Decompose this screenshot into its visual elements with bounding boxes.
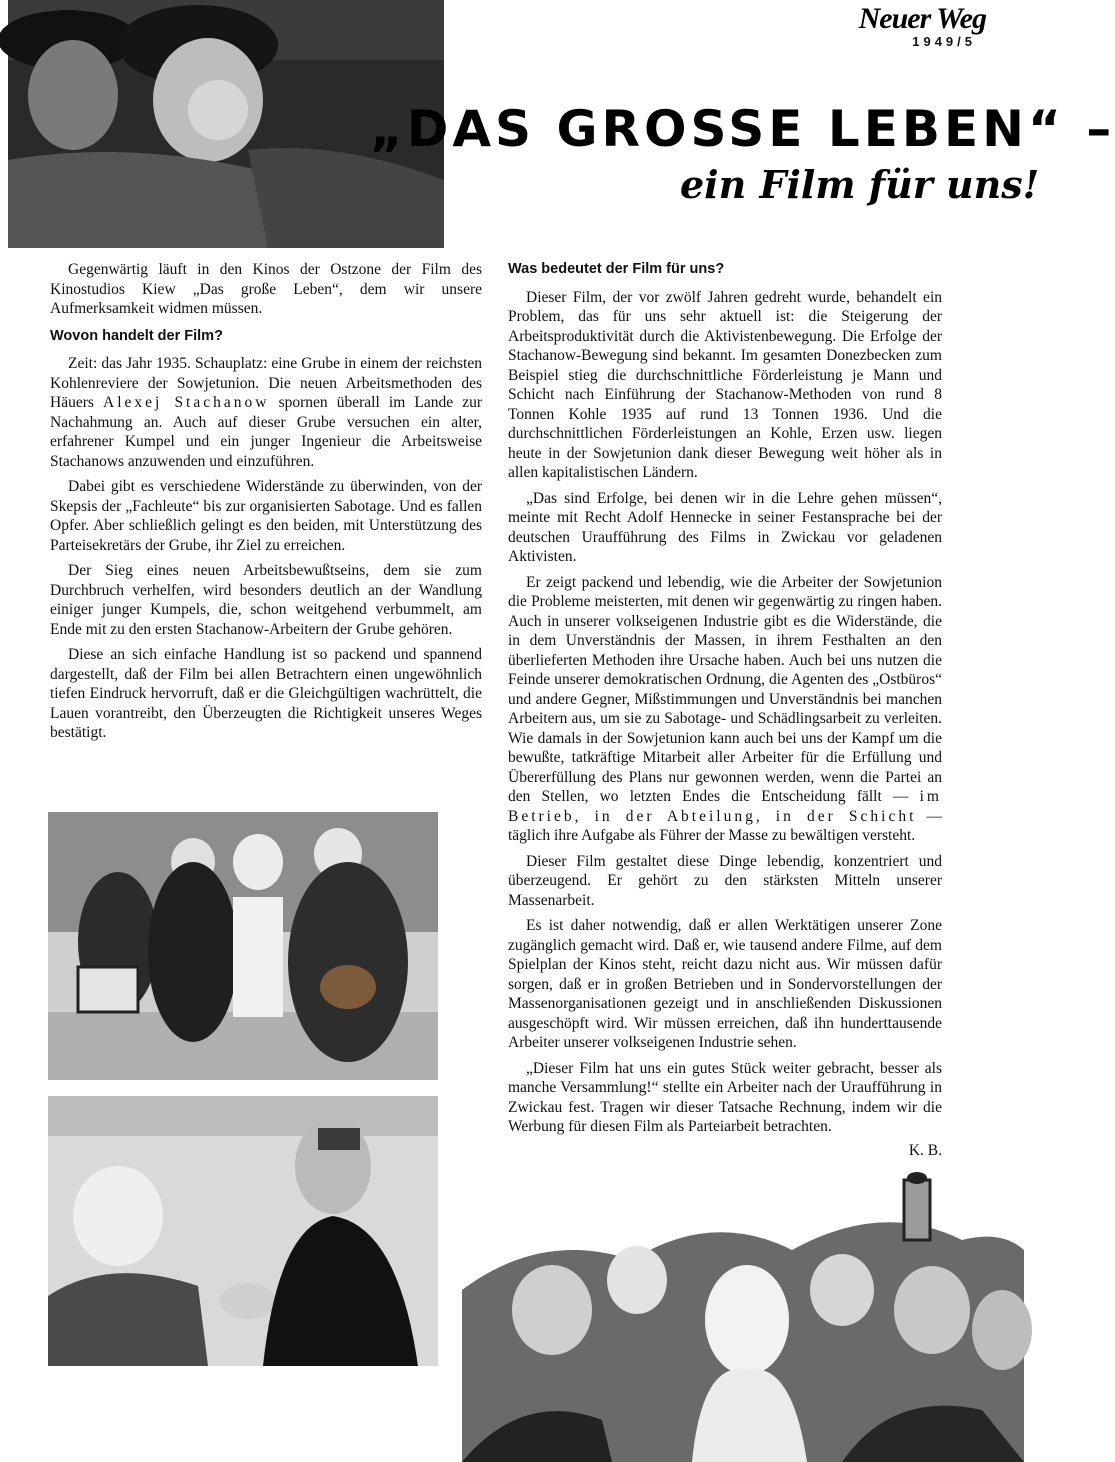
author-signature: K. B. xyxy=(908,1141,942,1159)
intro-paragraph: Gegenwärtig läuft in den Kinos der Ostzone der Film des Kinostudios Kiew „Das große Leben“, dem wir unsere Aufmerksamkeit widmen müssen. xyxy=(50,261,482,317)
paragraph xyxy=(508,573,942,846)
text-run: — täglich ihre Aufgabe als Führer der Masse zu bewältigen versteht. xyxy=(508,807,943,844)
photo-two-men xyxy=(48,1096,438,1366)
paragraph: „Dieser Film hat uns ein gutes Stück weiter gebracht, besser als manche Versammlung!“ stellte ein Arbeiter nach der Uraufführung in Zwickau fest. Tragen wir dieser Tatsache Rechnung, indem wir die Werbung für diesen Film als Parteiarbeit betrachten. xyxy=(508,1059,942,1135)
paragraph: Es ist daher notwendig, daß er allen Werktätigen unserer Zone zugänglich gemacht wird. Daß er, wie tausend andere Filme, auf dem Spielplan der Kinos steht, reicht dazu nicht aus. Wir müssen dafür sorgen, daß er in großen Betrieben und in Sondervorstellungen der Massenorganisationen gezeigt und in anschließenden Diskussionen ausgeschöpft wird. Wir müssen erreichen, daß ihn hunderttausende Arbeiter unserer volkseigenen Industrie sehen. xyxy=(508,917,942,1051)
paragraph: Dieser Film, der vor zwölf Jahren gedreht wurde, behandelt ein Problem, das für uns sehr aktuell ist: die Steigerung der Arbeitsproduktivität durch die Aktivistenbewegung. Die Erfolge der Stachanow-Bewegung sind bekannt. Im gesamten Donezbecken zum Beispiel stieg die durchschnittliche Förderleistung je Mann und Schicht nach Einführung der Stachanow-Methoden von rund 8 Tonnen Kohle 1935 auf rund 13 Tonnen 1936. Und die durchschnittlichen Förderleistungen an Kohle, Erzen usw. liegen heute in der Sowjetunion dank dieser Bewegung weit höher als in allen kapitalistischen Ländern. xyxy=(508,288,942,481)
text-run: spornen überall im Lande zur Nachahmung an. Auch auf dieser Grube versuchen ein alter, erfahrener Kumpel und ein junger Ingenieur die Arbeitsweise Stachanows anzuwenden und einzuführen. xyxy=(50,394,482,470)
paragraph: „Das sind Erfolge, bei denen wir in die Lehre gehen müssen“, meinte mit Recht Adolf Hennecke in seiner Festansprache bei der deutschen Uraufführung des Films in Zwickau vor geladenen Aktivisten. xyxy=(508,489,942,565)
issue-number: 1949/5 xyxy=(912,34,976,49)
paragraph: Dabei gibt es verschiedene Widerstände zu überwinden, von der Skepsis der „Fachleute“ bis zur organisierten Sabotage. Und es fallen Opfer. Aber schließlich gelingt es den beiden, mit Unterstützung des Parteisekretärs der Grube, ihr Ziel zu erreichen. xyxy=(50,478,482,554)
masthead-title: Neuer Weg xyxy=(858,2,986,35)
spaced-phrase: im Betrieb, in der Abteilung, in der Schicht xyxy=(508,788,942,825)
photo-crowd-celebration xyxy=(462,1170,1024,1462)
text-run: Zeit: das Jahr 1935. Schauplatz: eine Grube in einem der reichsten Kohlenreviere der Sowjetunion. Die neuen Arbeitsmethoden des Häuers xyxy=(50,355,482,411)
photo-three-musicians xyxy=(48,812,438,1080)
headline-subtitle: ein Film für uns! xyxy=(680,162,1040,207)
paragraph: Der Sieg eines neuen Arbeitsbewußtseins, dem sie zum Durchbruch verhelfen, wird besonders deutlich an der Wandlung einiger junger Kumpels, die, schon weitgehend verbummelt, am Ende mit zu den ersten Stachanow-Arbeitern der Grube gehören. xyxy=(50,562,482,638)
text-run: Er zeigt packend und lebendig, wie die Arbeiter der Sowjetunion die Probleme meisterten, mit denen wir gegenwärtig zu ringen haben. Auch in unserer volkseigenen Industrie gibt es die Widerstände, die in dem Unverständnis der Massen, in ihrem Festhalten an den überlieferten Methoden ihre Ursache haben. Auch bei uns nutzen die Feinde unserer demokratischen Ordnung, die Agenten des „Ostbüros“ und andere Gegner, Mißstimmungen und Unverständnis bei manchen Arbeitern aus, um sie zu Sabotage- und Schädlingsarbeit zu verleiten. Wie damals in der Sowjetunion kann auch bei uns der Kampf um die bewußte, tatkräftige Mitarbeit aller Arbeiter für die Erfüllung und Übererfüllung des Plans nur gewonnen werden, wenn die Partei an den Stellen, wo letzten Endes die Entscheidung fällt — xyxy=(508,573,942,805)
spaced-name: Alexej Stachanow xyxy=(103,394,270,411)
headline-title: „DAS GROSSE LEBEN“ – xyxy=(370,100,1115,158)
paragraph xyxy=(50,354,482,471)
left-column xyxy=(50,260,482,749)
section-heading-plot: Wovon handelt der Film? xyxy=(50,327,223,344)
right-column xyxy=(508,260,942,1160)
paragraph: Diese an sich einfache Handlung ist so packend und spannend dargestellt, daß der Film bei allen Betrachtern einen ungewöhnlich tiefen Eindruck hervorruft, daß er die Gleichgültigen wachrüttelt, die Lauen vorantreibt, den Überzeugten die Richtigkeit unseres Weges bestätigt. xyxy=(50,646,482,741)
section-heading-meaning: Was bedeutet der Film für uns? xyxy=(508,261,725,277)
paragraph: Dieser Film gestaltet diese Dinge lebendig, konzentriert und überzeugend. Er gehört zu den stärksten Mitteln unserer Massenarbeit. xyxy=(508,852,942,909)
